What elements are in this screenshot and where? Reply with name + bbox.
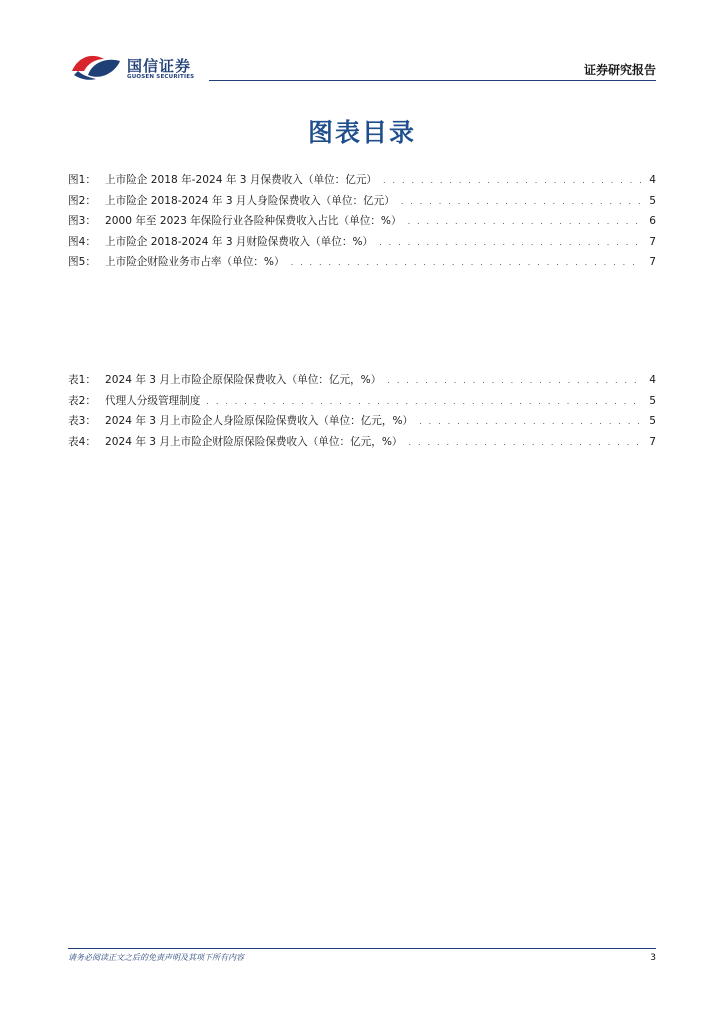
logo-chinese-name: 国信证券 xyxy=(127,57,192,75)
toc-table-title: 2024 年 3 月上市险企人身险原保险保费收入（单位：亿元，%） xyxy=(105,415,414,427)
toc-leader-dots xyxy=(401,192,642,213)
figure-list xyxy=(68,170,656,273)
toc-table-title: 2024 年 3 月上市险企原保险保费收入（单位：亿元，%） xyxy=(105,374,382,386)
table-list xyxy=(68,370,656,452)
toc-page-number: 7 xyxy=(649,256,656,268)
toc-figure-title: 2000 年至 2023 年保险行业各险种保费收入占比（单位：%） xyxy=(105,215,402,227)
toc-figure-title: 上市险企 2018-2024 年 3 月财险保费收入（单位：%） xyxy=(105,235,374,248)
toc-leader-dots xyxy=(291,253,642,274)
footer-page-number: 3 xyxy=(650,953,656,963)
footer-disclaimer: 请务必阅读正文之后的免责声明及其项下所有内容 xyxy=(68,953,244,962)
toc-row-table-1[interactable] xyxy=(68,370,656,391)
toc-table-number: 表1： xyxy=(68,374,96,386)
toc-figure-number: 图5： xyxy=(68,256,96,268)
toc-row-figure-3[interactable] xyxy=(68,211,656,232)
toc-row-table-3[interactable] xyxy=(68,411,656,432)
logo-english-name: GUOSEN SECURITIES xyxy=(127,74,195,80)
toc-page-number: 4 xyxy=(649,374,656,386)
toc-row-figure-4[interactable] xyxy=(68,232,656,253)
toc-leader-dots xyxy=(409,433,642,454)
toc-page-number: 4 xyxy=(649,174,656,186)
toc-row-table-2[interactable] xyxy=(68,391,656,412)
toc-figure-title: 上市险企财险业务市占率（单位：%） xyxy=(105,256,285,268)
toc-table-title: 2024 年 3 月上市险企财险原保险保费收入（单位：亿元，%） xyxy=(105,435,403,448)
guosen-logo xyxy=(70,50,210,84)
toc-figure-title: 上市险企 2018 年-2024 年 3 月保费收入（单位：亿元） xyxy=(105,174,378,186)
toc-page-number: 5 xyxy=(649,394,656,407)
toc-figure-title: 上市险企 2018-2024 年 3 月人身险保费收入（单位：亿元） xyxy=(105,194,395,207)
toc-table-number: 表3： xyxy=(68,415,96,427)
toc-page-number: 5 xyxy=(649,415,656,427)
toc-leader-dots xyxy=(408,212,642,233)
toc-page-number: 6 xyxy=(649,215,656,227)
guosen-logo-mark xyxy=(70,53,124,83)
toc-page-number: 7 xyxy=(649,235,656,248)
toc-figure-number: 图3： xyxy=(68,215,96,227)
toc-leader-dots xyxy=(387,371,642,392)
page-title: 图表目录 xyxy=(307,118,416,147)
report-type-label: 证券研究报告 xyxy=(583,63,656,77)
toc-leader-dots xyxy=(379,233,642,254)
toc-page-number: 5 xyxy=(649,194,656,207)
toc-table-number: 表4： xyxy=(68,435,96,448)
toc-table-title: 代理人分级管理制度 xyxy=(105,394,201,407)
toc-page-number: 7 xyxy=(649,435,656,448)
header-divider xyxy=(209,80,656,81)
toc-leader-dots xyxy=(419,412,642,433)
page-header xyxy=(70,50,656,84)
toc-row-figure-5[interactable] xyxy=(68,252,656,273)
toc-figure-number: 图4： xyxy=(68,235,96,248)
footer-divider xyxy=(68,948,656,949)
toc-row-figure-2[interactable] xyxy=(68,191,656,212)
toc-figure-number: 图2： xyxy=(68,194,96,207)
toc-row-table-4[interactable] xyxy=(68,432,656,453)
toc-figure-number: 图1： xyxy=(68,174,96,186)
toc-leader-dots xyxy=(383,171,642,192)
toc-row-figure-1[interactable] xyxy=(68,170,656,191)
toc-leader-dots xyxy=(206,392,642,413)
toc-table-number: 表2： xyxy=(68,394,96,407)
